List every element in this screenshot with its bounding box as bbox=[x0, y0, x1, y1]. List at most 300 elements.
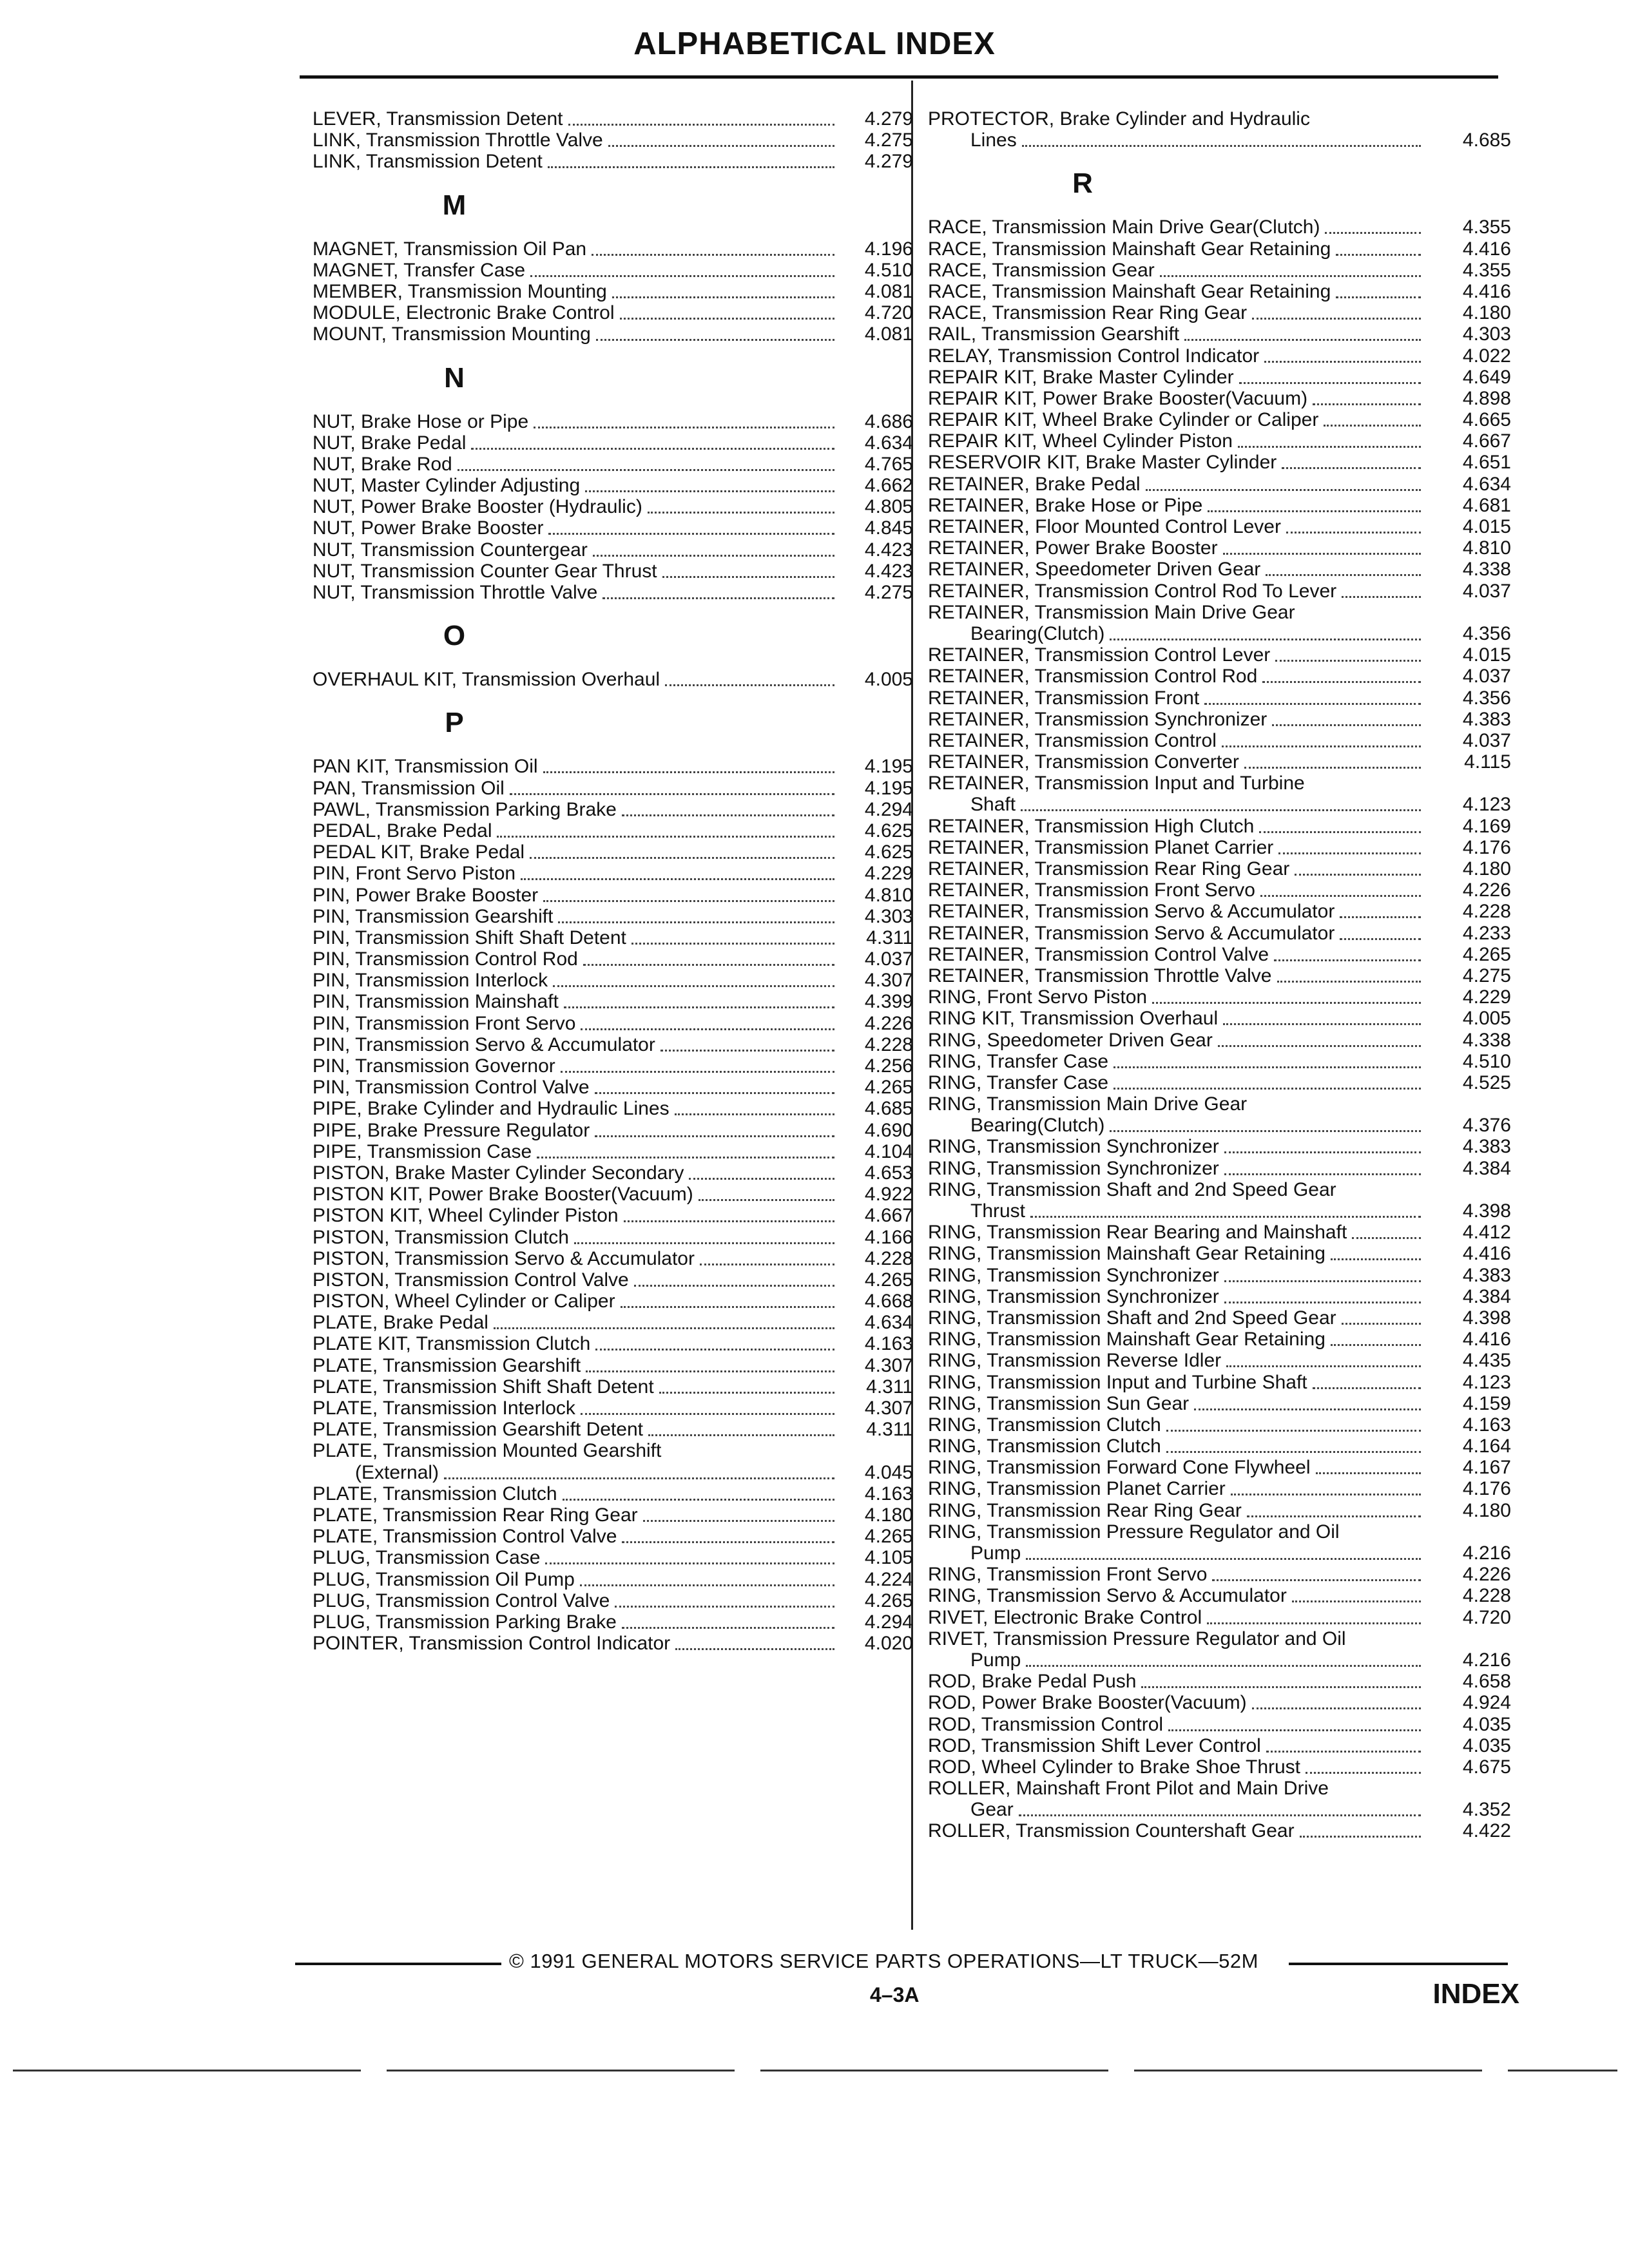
entry-text: RING, Transmission Rear Ring Gear bbox=[928, 1499, 1242, 1521]
dot-leader bbox=[1342, 596, 1421, 598]
entry-page-ref: 4.307 bbox=[864, 970, 913, 992]
dot-leader bbox=[1194, 1408, 1421, 1410]
entry-page-ref: 4.229 bbox=[864, 863, 913, 885]
index-entry bbox=[928, 879, 1511, 901]
entry-page-ref: 4.216 bbox=[1462, 1649, 1511, 1671]
entry-text: PLUG, Transmission Oil Pump bbox=[313, 1568, 575, 1590]
footer-copyright: © 1991 GENERAL MOTORS SERVICE PARTS OPERATIONS—LT TRUCK—52M bbox=[509, 1950, 1258, 1972]
dot-leader bbox=[620, 318, 834, 320]
index-entry bbox=[928, 1222, 1511, 1243]
entry-page-ref: 4.163 bbox=[1462, 1414, 1511, 1436]
dot-leader bbox=[1266, 574, 1421, 576]
dot-leader bbox=[568, 124, 834, 126]
entry-text: RACE, Transmission Mainshaft Gear Retaining bbox=[928, 238, 1331, 260]
index-entry bbox=[928, 687, 1511, 709]
entry-page-ref: 4.180 bbox=[864, 1504, 913, 1526]
entry-text: NUT, Brake Rod bbox=[313, 453, 452, 475]
entry-page-ref: 4.845 bbox=[864, 517, 913, 539]
index-entry bbox=[928, 1585, 1511, 1606]
index-entry bbox=[313, 669, 925, 690]
dot-leader bbox=[580, 1584, 834, 1586]
entry-page-ref: 4.398 bbox=[1462, 1307, 1511, 1329]
dot-leader bbox=[1300, 1836, 1421, 1838]
dot-leader bbox=[1110, 1130, 1421, 1132]
index-entry bbox=[313, 539, 925, 561]
entry-page-ref: 4.510 bbox=[864, 259, 913, 281]
dot-leader bbox=[1026, 1665, 1421, 1667]
entry-page-ref: 4.423 bbox=[864, 560, 913, 582]
dot-leader bbox=[1274, 959, 1421, 961]
index-entry bbox=[313, 1248, 925, 1269]
index-entry bbox=[928, 751, 1511, 773]
dot-leader bbox=[497, 836, 834, 838]
index-entry bbox=[928, 1607, 1511, 1628]
index-entry bbox=[928, 409, 1511, 430]
dot-leader bbox=[1336, 296, 1421, 298]
index-entry bbox=[313, 1098, 925, 1119]
entry-text: RETAINER, Floor Mounted Control Lever bbox=[928, 516, 1281, 537]
dot-leader bbox=[634, 1285, 834, 1287]
bottom-rule bbox=[13, 2070, 1617, 2071]
entry-text: ROD, Wheel Cylinder to Brake Shoe Thrust bbox=[928, 1756, 1301, 1778]
dot-leader bbox=[648, 512, 834, 514]
index-entry bbox=[928, 965, 1511, 986]
dot-leader bbox=[622, 1627, 834, 1629]
entry-text: RING, Transfer Case bbox=[928, 1050, 1109, 1072]
dot-leader bbox=[458, 469, 834, 471]
entry-text: PLATE, Transmission Gearshift bbox=[313, 1354, 581, 1376]
entry-page-ref: 4.265 bbox=[864, 1269, 913, 1291]
entry-page-ref: 4.311 bbox=[866, 1376, 913, 1398]
entry-page-ref: 4.352 bbox=[1462, 1799, 1511, 1821]
index-entry bbox=[313, 1077, 925, 1098]
entry-page-ref: 4.226 bbox=[864, 1012, 913, 1034]
entry-page-ref: 4.265 bbox=[864, 1077, 913, 1099]
index-entry bbox=[313, 1483, 925, 1504]
index-entry bbox=[928, 623, 1511, 644]
entry-page-ref: 4.265 bbox=[1462, 943, 1511, 965]
entry-text: PISTON, Transmission Control Valve bbox=[313, 1269, 629, 1291]
dot-leader bbox=[1222, 745, 1421, 747]
dot-leader bbox=[1272, 724, 1421, 726]
dot-leader bbox=[558, 921, 834, 923]
dot-leader bbox=[1208, 510, 1421, 512]
entry-text: REPAIR KIT, Power Brake Booster(Vacuum) bbox=[928, 387, 1308, 409]
entry-text: Pump bbox=[970, 1649, 1021, 1671]
entry-page-ref: 4.195 bbox=[864, 777, 913, 799]
index-entry-line bbox=[928, 1521, 1511, 1542]
entry-text: PIN, Transmission Control Valve bbox=[313, 1077, 590, 1099]
index-entry bbox=[313, 108, 925, 130]
dot-leader bbox=[699, 1199, 834, 1201]
dot-leader bbox=[662, 576, 834, 578]
entry-page-ref: 4.180 bbox=[1462, 1499, 1511, 1521]
entry-text: PIPE, Transmission Case bbox=[313, 1140, 532, 1162]
entry-page-ref: 4.653 bbox=[864, 1162, 913, 1184]
dot-leader bbox=[1286, 532, 1421, 533]
dot-leader bbox=[543, 900, 834, 902]
index-entry bbox=[313, 1526, 925, 1547]
index-entry-line bbox=[928, 1628, 1511, 1649]
entry-text: PLUG, Transmission Parking Brake bbox=[313, 1611, 617, 1633]
entry-page-ref: 4.005 bbox=[1462, 1008, 1511, 1030]
index-entry bbox=[313, 475, 925, 496]
entry-text: RING, Transmission Clutch bbox=[928, 1414, 1161, 1436]
entry-text: NUT, Transmission Counter Gear Thrust bbox=[313, 560, 657, 582]
entry-text: PISTON, Transmission Servo & Accumulator bbox=[313, 1247, 695, 1269]
dot-leader bbox=[1113, 1088, 1421, 1090]
dot-leader bbox=[631, 943, 834, 945]
entry-text: MAGNET, Transfer Case bbox=[313, 259, 526, 281]
index-entry-line bbox=[928, 1179, 1511, 1200]
entry-page-ref: 4.196 bbox=[864, 238, 913, 260]
entry-page-ref: 4.384 bbox=[1462, 1157, 1511, 1179]
entry-page-ref: 4.294 bbox=[864, 1611, 913, 1633]
dot-leader bbox=[471, 448, 834, 450]
entry-text: PIN, Front Servo Piston bbox=[313, 863, 516, 885]
index-entry-line bbox=[928, 108, 1511, 130]
dot-leader bbox=[659, 1392, 834, 1394]
entry-text: PAWL, Transmission Parking Brake bbox=[313, 798, 617, 820]
entry-text: RING, Transmission Front Servo bbox=[928, 1564, 1208, 1586]
index-entry bbox=[928, 388, 1511, 409]
entry-page-ref: 4.115 bbox=[1464, 751, 1511, 773]
dot-leader bbox=[621, 1306, 834, 1308]
entry-page-ref: 4.690 bbox=[864, 1119, 913, 1141]
index-entry bbox=[313, 1462, 925, 1483]
dot-leader bbox=[1223, 1023, 1421, 1025]
index-entry bbox=[313, 927, 925, 948]
index-entry bbox=[928, 537, 1511, 559]
entry-page-ref: 4.634 bbox=[864, 432, 913, 454]
entry-text: PAN, Transmission Oil bbox=[313, 777, 505, 799]
index-entry bbox=[313, 238, 925, 260]
index-column-left bbox=[313, 108, 925, 1654]
dot-leader bbox=[1224, 1151, 1421, 1153]
entry-page-ref: 4.311 bbox=[866, 1419, 913, 1441]
entry-text: PIN, Transmission Interlock bbox=[313, 970, 548, 992]
dot-leader bbox=[1239, 382, 1421, 384]
index-entry bbox=[928, 345, 1511, 367]
dot-leader bbox=[1113, 1066, 1421, 1068]
index-entry bbox=[313, 948, 925, 970]
dot-leader bbox=[593, 555, 834, 557]
entry-text: RACE, Transmission Main Drive Gear(Clutch) bbox=[928, 216, 1320, 238]
index-entry bbox=[313, 302, 925, 323]
entry-page-ref: 4.163 bbox=[864, 1333, 913, 1355]
entry-text: PIPE, Brake Pressure Regulator bbox=[313, 1119, 590, 1141]
dot-leader bbox=[521, 878, 834, 880]
entry-page-ref: 4.311 bbox=[866, 927, 913, 948]
entry-page-ref: 4.675 bbox=[1462, 1756, 1511, 1778]
entry-page-ref: 4.045 bbox=[864, 1461, 913, 1483]
entry-page-ref: 4.216 bbox=[1462, 1542, 1511, 1564]
entry-text: PISTON KIT, Power Brake Booster(Vacuum) bbox=[313, 1184, 693, 1206]
entry-text: Pump bbox=[970, 1542, 1021, 1564]
dot-leader bbox=[543, 771, 834, 773]
entry-text: MOUNT, Transmission Mounting bbox=[313, 323, 591, 345]
entry-page-ref: 4.176 bbox=[1462, 1478, 1511, 1500]
dot-leader bbox=[1152, 1002, 1421, 1004]
index-entry bbox=[928, 944, 1511, 965]
entry-page-ref: 4.356 bbox=[1462, 622, 1511, 644]
index-entry bbox=[928, 1542, 1511, 1564]
entry-page-ref: 4.275 bbox=[864, 582, 913, 603]
entry-text: PLATE, Transmission Mounted Gearshift bbox=[313, 1440, 662, 1462]
dot-leader bbox=[553, 985, 834, 987]
index-entry bbox=[313, 1633, 925, 1654]
dot-leader bbox=[643, 1520, 834, 1522]
entry-page-ref: 4.163 bbox=[864, 1483, 913, 1504]
entry-page-ref: 4.081 bbox=[864, 323, 913, 345]
entry-page-ref: 4.625 bbox=[864, 820, 913, 841]
dot-leader bbox=[1259, 831, 1421, 833]
entry-page-ref: 4.180 bbox=[1462, 302, 1511, 324]
entry-page-ref: 4.081 bbox=[864, 280, 913, 302]
entry-page-ref: 4.307 bbox=[864, 1354, 913, 1376]
dot-leader bbox=[1316, 1472, 1421, 1474]
dot-leader bbox=[595, 1135, 834, 1137]
entry-text: PLATE, Transmission Rear Ring Gear bbox=[313, 1504, 638, 1526]
index-entry bbox=[313, 411, 925, 432]
index-entry bbox=[928, 1307, 1511, 1329]
index-entry bbox=[928, 495, 1511, 516]
index-entry bbox=[313, 1611, 925, 1633]
dot-leader bbox=[548, 166, 834, 168]
entry-text: PROTECTOR, Brake Cylinder and Hydraulic bbox=[928, 108, 1310, 130]
dot-leader bbox=[1292, 1600, 1421, 1602]
entry-text: Shaft bbox=[970, 794, 1016, 816]
entry-text: MODULE, Electronic Brake Control bbox=[313, 302, 615, 324]
dot-leader bbox=[1313, 1387, 1421, 1389]
dot-leader bbox=[608, 145, 834, 147]
index-entry bbox=[928, 281, 1511, 302]
entry-text: RING KIT, Transmission Overhaul bbox=[928, 1008, 1219, 1030]
index-entry bbox=[928, 1115, 1511, 1136]
dot-leader bbox=[1252, 1707, 1421, 1709]
letter-heading: N bbox=[444, 361, 465, 394]
entry-page-ref: 4.035 bbox=[1462, 1735, 1511, 1756]
index-entry bbox=[928, 260, 1511, 281]
dot-leader bbox=[1306, 1772, 1421, 1774]
letter-heading: R bbox=[1072, 168, 1093, 200]
entry-text: Bearing(Clutch) bbox=[970, 1115, 1105, 1137]
entry-text: PLATE, Transmission Interlock bbox=[313, 1398, 575, 1419]
index-entry bbox=[313, 517, 925, 539]
dot-leader bbox=[1340, 938, 1421, 940]
index-entry bbox=[928, 794, 1511, 815]
index-entry bbox=[313, 561, 925, 582]
dot-leader bbox=[1166, 1430, 1421, 1432]
dot-leader bbox=[595, 1349, 834, 1350]
entry-text: PIN, Transmission Mainshaft bbox=[313, 991, 559, 1013]
index-entry bbox=[928, 666, 1511, 687]
dot-leader bbox=[1282, 467, 1421, 469]
entry-text: ROD, Transmission Control bbox=[928, 1713, 1164, 1735]
dot-leader bbox=[622, 814, 834, 816]
entry-text: RETAINER, Transmission Servo & Accumulator bbox=[928, 922, 1335, 944]
index-entry bbox=[313, 1162, 925, 1184]
dot-leader bbox=[548, 533, 834, 535]
index-entry bbox=[928, 1243, 1511, 1264]
index-entry bbox=[313, 432, 925, 454]
entry-page-ref: 4.422 bbox=[1462, 1820, 1511, 1842]
entry-text: RETAINER, Transmission Converter bbox=[928, 751, 1239, 773]
entry-page-ref: 4.164 bbox=[1462, 1436, 1511, 1457]
entry-page-ref: 4.625 bbox=[864, 841, 913, 863]
entry-text: PIN, Transmission Governor bbox=[313, 1055, 555, 1077]
entry-page-ref: 4.104 bbox=[864, 1140, 913, 1162]
entry-page-ref: 4.416 bbox=[1462, 1243, 1511, 1265]
index-entry bbox=[928, 816, 1511, 837]
entry-page-ref: 4.720 bbox=[1462, 1606, 1511, 1628]
dot-leader bbox=[1160, 275, 1421, 277]
entry-text: PIPE, Brake Cylinder and Hydraulic Lines bbox=[313, 1098, 670, 1120]
entry-page-ref: 4.810 bbox=[1462, 537, 1511, 559]
page-number: 4–3A bbox=[870, 1983, 920, 2006]
index-entry bbox=[928, 1030, 1511, 1051]
index-entry bbox=[928, 1714, 1511, 1735]
entry-page-ref: 4.233 bbox=[1462, 922, 1511, 944]
entry-page-ref: 4.228 bbox=[1462, 901, 1511, 923]
entry-page-ref: 4.525 bbox=[1462, 1072, 1511, 1093]
index-entry bbox=[313, 1504, 925, 1526]
entry-page-ref: 4.035 bbox=[1462, 1713, 1511, 1735]
entry-text: PLUG, Transmission Control Valve bbox=[313, 1590, 610, 1611]
entry-page-ref: 4.667 bbox=[1462, 430, 1511, 452]
entry-page-ref: 4.338 bbox=[1462, 559, 1511, 581]
entry-page-ref: 4.383 bbox=[1462, 1264, 1511, 1286]
entry-page-ref: 4.294 bbox=[864, 798, 913, 820]
entry-page-ref: 4.279 bbox=[864, 151, 913, 173]
entry-text: RING, Transmission Mainshaft Gear Retaining bbox=[928, 1243, 1325, 1265]
index-entry bbox=[928, 644, 1511, 666]
entry-page-ref: 4.634 bbox=[864, 1312, 913, 1334]
entry-text: RIVET, Electronic Brake Control bbox=[928, 1606, 1202, 1628]
index-entry bbox=[313, 582, 925, 603]
index-entry bbox=[313, 1398, 925, 1419]
entry-page-ref: 4.228 bbox=[1462, 1585, 1511, 1607]
index-entry bbox=[313, 1184, 925, 1205]
index-entry bbox=[928, 1286, 1511, 1307]
index-entry bbox=[928, 1692, 1511, 1713]
entry-text: RESERVOIR KIT, Brake Master Cylinder bbox=[928, 452, 1277, 474]
dot-leader bbox=[1207, 1622, 1421, 1624]
entry-page-ref: 4.435 bbox=[1462, 1350, 1511, 1372]
entry-text: PIN, Transmission Control Rod bbox=[313, 948, 578, 970]
dot-leader bbox=[1110, 639, 1421, 640]
entry-text: RING, Transmission Main Drive Gear bbox=[928, 1093, 1248, 1115]
entry-text: LINK, Transmission Throttle Valve bbox=[313, 130, 603, 151]
index-entry bbox=[928, 1265, 1511, 1286]
index-entry bbox=[313, 1205, 925, 1226]
index-entry bbox=[313, 841, 925, 863]
entry-page-ref: 4.686 bbox=[864, 410, 913, 432]
dot-leader bbox=[1224, 1302, 1421, 1303]
dot-leader bbox=[1352, 1237, 1421, 1239]
dot-leader bbox=[1264, 361, 1421, 363]
letter-heading: O bbox=[443, 620, 466, 652]
entry-page-ref: 4.275 bbox=[1462, 965, 1511, 986]
dot-leader bbox=[1277, 981, 1421, 983]
entry-page-ref: 4.720 bbox=[864, 302, 913, 324]
entry-text: Lines bbox=[970, 130, 1017, 151]
index-entry bbox=[928, 367, 1511, 388]
entry-page-ref: 4.037 bbox=[1462, 729, 1511, 751]
dot-leader bbox=[1212, 1579, 1421, 1581]
dot-leader bbox=[1022, 145, 1421, 147]
index-entry bbox=[928, 923, 1511, 944]
index-entry bbox=[313, 820, 925, 841]
entry-text: RETAINER, Brake Pedal bbox=[928, 473, 1141, 495]
dot-leader bbox=[585, 490, 834, 492]
entry-text: ROD, Transmission Shift Lever Control bbox=[928, 1735, 1261, 1756]
letter-heading: P bbox=[445, 707, 464, 739]
dot-leader bbox=[581, 1028, 834, 1030]
dot-leader bbox=[1244, 767, 1421, 769]
index-entry bbox=[928, 430, 1511, 452]
index-entry bbox=[928, 1393, 1511, 1414]
dot-leader bbox=[660, 1050, 834, 1052]
index-entry bbox=[928, 730, 1511, 751]
dot-leader bbox=[1168, 1729, 1421, 1731]
entry-text: RING, Transmission Planet Carrier bbox=[928, 1478, 1226, 1500]
entry-text: PLATE, Transmission Control Valve bbox=[313, 1526, 617, 1548]
dot-leader bbox=[1324, 425, 1421, 427]
entry-text: RING, Transmission Synchronizer bbox=[928, 1264, 1219, 1286]
entry-text: RING, Transmission Synchronizer bbox=[928, 1157, 1219, 1179]
index-entry bbox=[928, 837, 1511, 858]
entry-text: REPAIR KIT, Wheel Cylinder Piston bbox=[928, 430, 1233, 452]
entry-text: PLATE, Brake Pedal bbox=[313, 1312, 488, 1334]
index-entry bbox=[313, 130, 925, 151]
entry-text: RING, Transmission Synchronizer bbox=[928, 1285, 1219, 1307]
index-entry bbox=[313, 778, 925, 799]
letter-heading: M bbox=[442, 189, 467, 221]
entry-text: Gear bbox=[970, 1799, 1014, 1821]
entry-page-ref: 4.685 bbox=[1462, 130, 1511, 151]
index-entry bbox=[313, 1547, 925, 1568]
dot-leader bbox=[1141, 1686, 1421, 1688]
entry-page-ref: 4.224 bbox=[864, 1568, 913, 1590]
index-entry bbox=[313, 991, 925, 1012]
entry-text: MEMBER, Transmission Mounting bbox=[313, 280, 607, 302]
entry-page-ref: 4.228 bbox=[864, 1033, 913, 1055]
entry-page-ref: 4.668 bbox=[864, 1291, 913, 1312]
header-rule bbox=[300, 75, 1498, 79]
entry-text: Thrust bbox=[970, 1200, 1026, 1222]
entry-page-ref: 4.229 bbox=[1462, 986, 1511, 1008]
entry-text: RETAINER, Transmission Control bbox=[928, 729, 1217, 751]
entry-text: RETAINER, Transmission Planet Carrier bbox=[928, 836, 1274, 858]
entry-text: ROD, Brake Pedal Push bbox=[928, 1671, 1137, 1693]
entry-page-ref: 4.810 bbox=[864, 884, 913, 906]
entry-page-ref: 4.662 bbox=[864, 475, 913, 497]
entry-page-ref: 4.355 bbox=[1462, 216, 1511, 238]
index-entry bbox=[313, 1141, 925, 1162]
index-entry bbox=[313, 1055, 925, 1077]
entry-text: REPAIR KIT, Brake Master Cylinder bbox=[928, 366, 1234, 388]
entry-text: OVERHAUL KIT, Transmission Overhaul bbox=[313, 669, 660, 691]
dot-leader bbox=[1030, 1216, 1421, 1218]
entry-page-ref: 4.383 bbox=[1462, 1136, 1511, 1158]
index-entry bbox=[928, 1414, 1511, 1436]
entry-page-ref: 4.307 bbox=[864, 1398, 913, 1419]
entry-page-ref: 4.167 bbox=[1462, 1457, 1511, 1479]
entry-page-ref: 4.176 bbox=[1462, 836, 1511, 858]
entry-text: NUT, Transmission Throttle Valve bbox=[313, 582, 598, 603]
entry-text: PIN, Transmission Front Servo bbox=[313, 1012, 576, 1034]
